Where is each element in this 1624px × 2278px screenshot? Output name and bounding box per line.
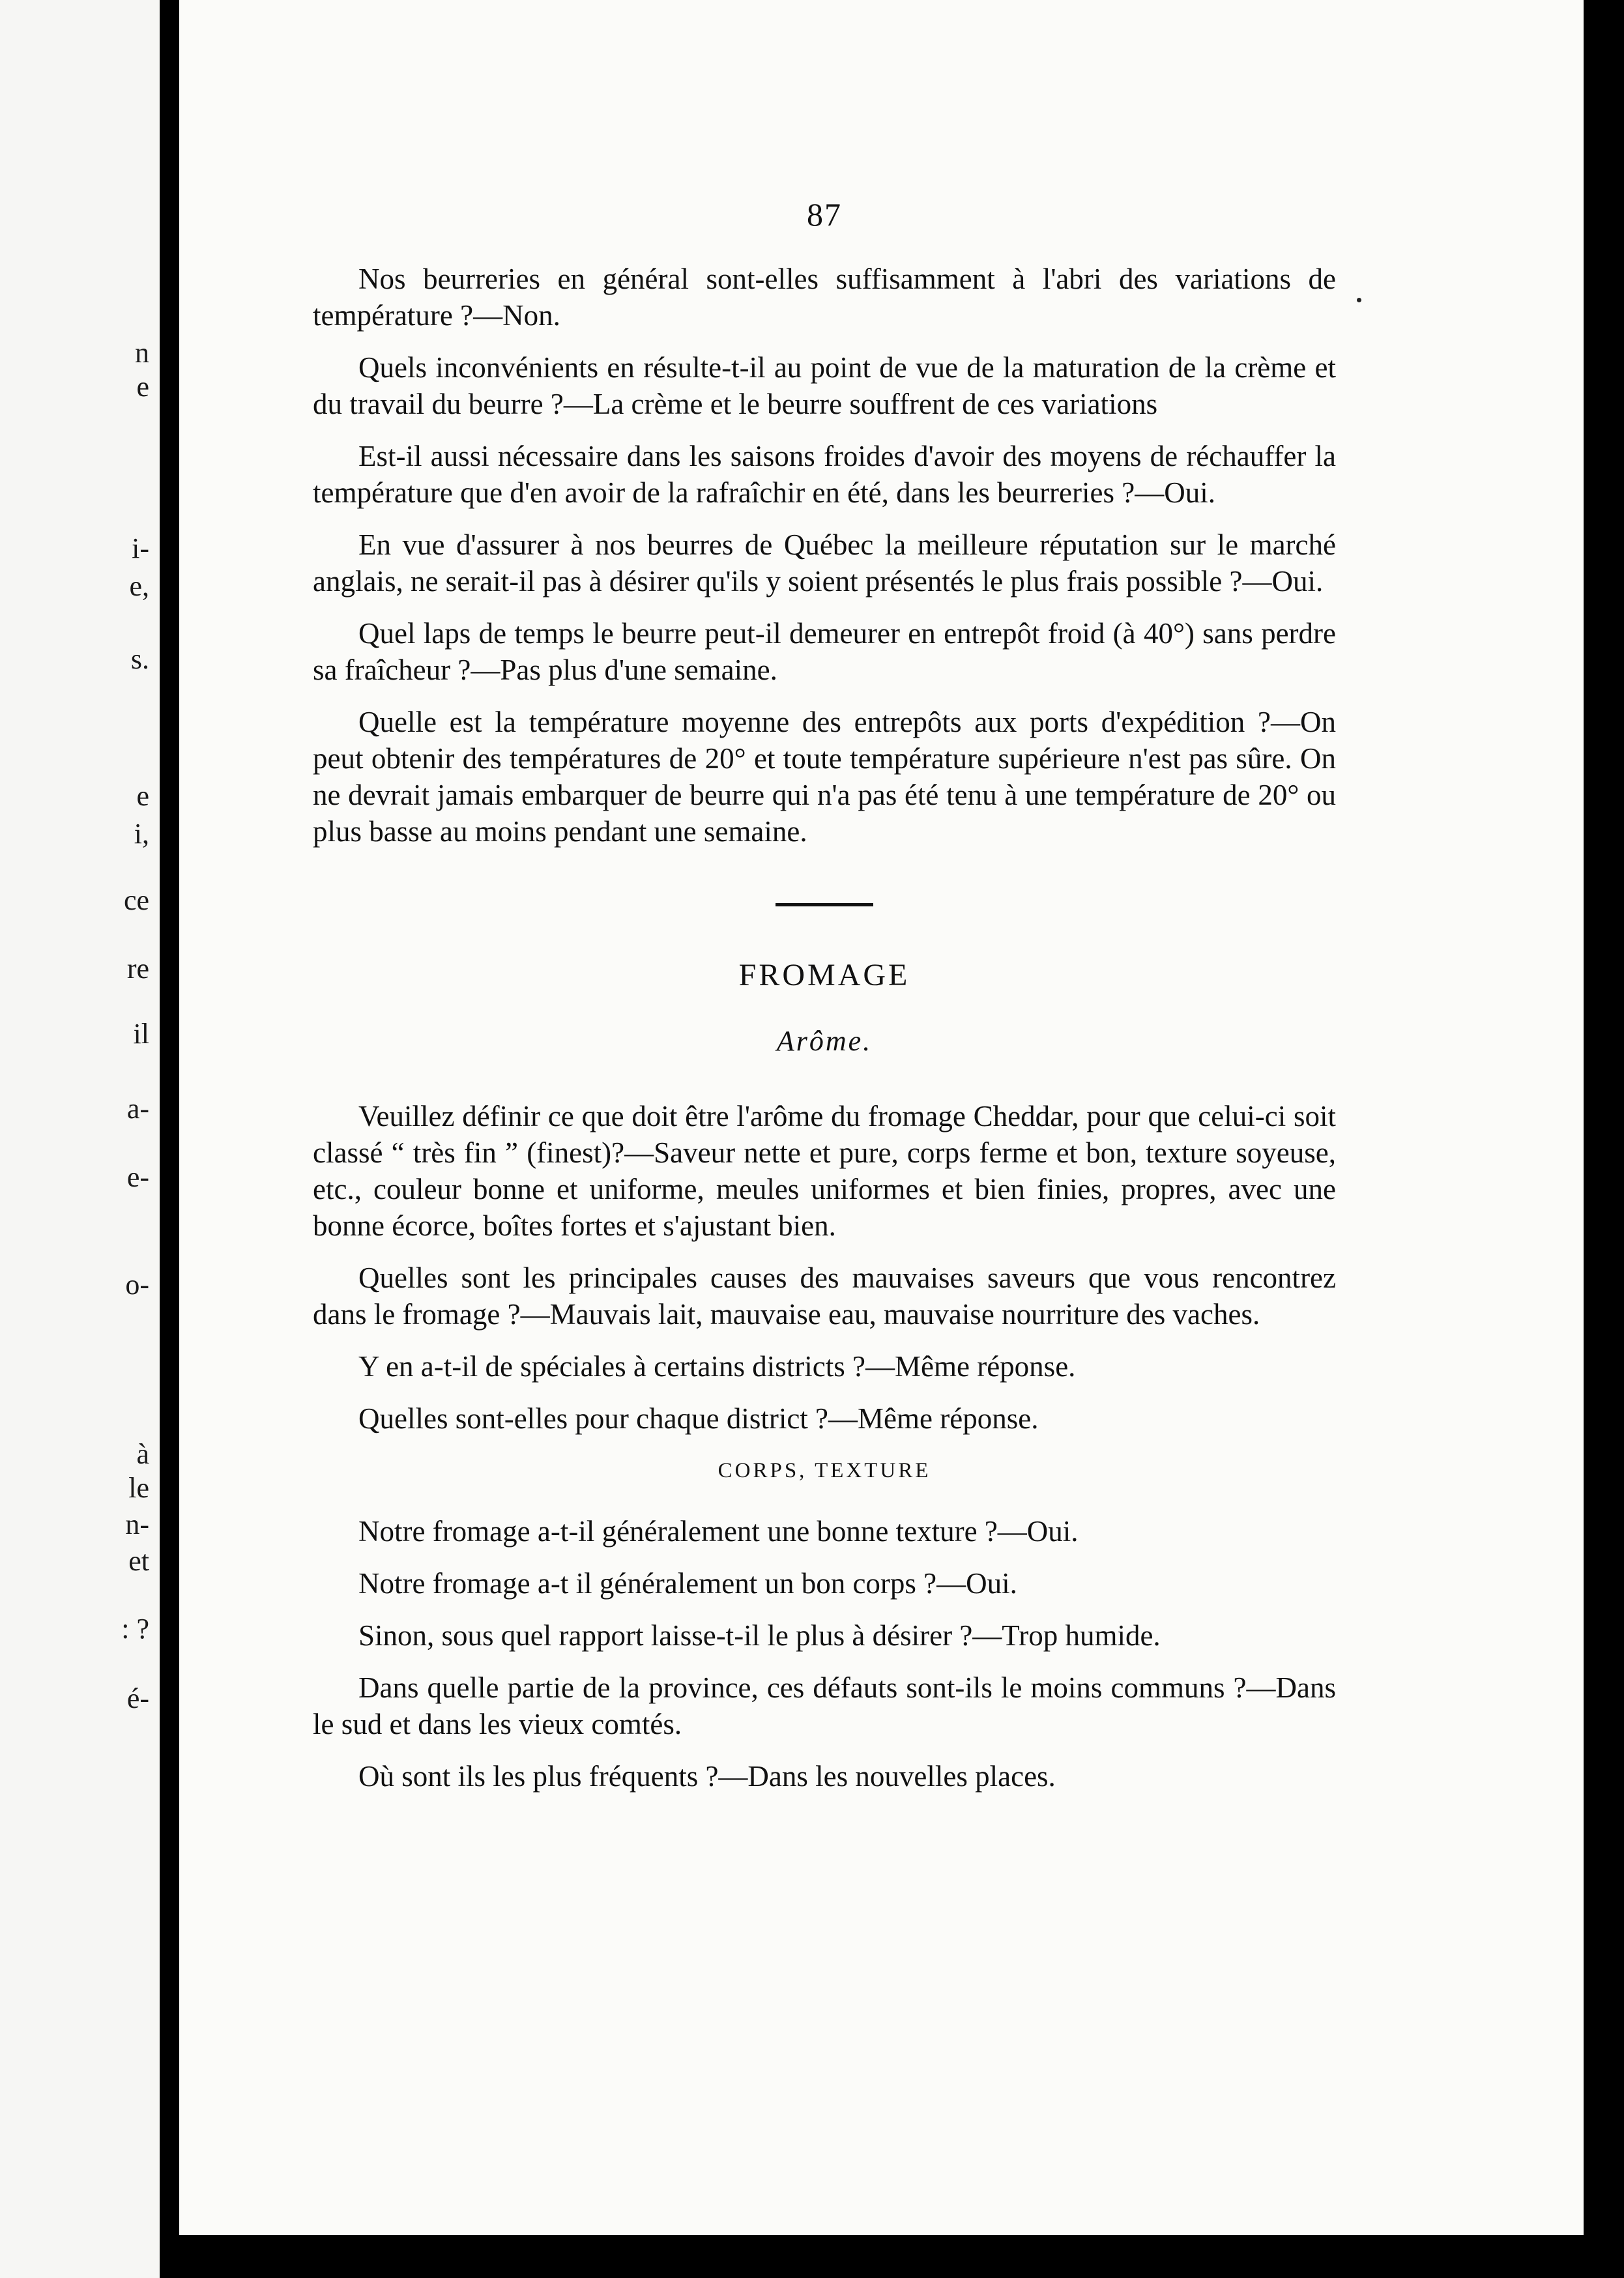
left-fragment: o- xyxy=(125,1269,149,1301)
page-content xyxy=(313,195,1336,1810)
section-subtitle: Arôme. xyxy=(776,1025,873,1057)
paragraph: Veuillez définir ce que doit être l'arôme du fromage Cheddar, pour que celui-ci soit classé “ très fin ” (finest)?—Saveur nette et pure, corps ferme et bon, texture soyeuse, etc., couleur bonne et uniforme, meules uniformes et bien finies, propres, avec une bonne écorce, boîtes fortes et s'ajustant bien. xyxy=(313,1100,1336,1242)
subsection-heading: CORPS, TEXTURE xyxy=(718,1459,931,1482)
paragraph: En vue d'assurer à nos beurres de Québec la meilleure réputation sur le marché anglais, ne serait-il pas à désirer qu'ils y soient présentés le plus frais possible ?—Oui. xyxy=(313,528,1336,598)
paragraph: Notre fromage a-t il généralement un bon corps ?—Oui. xyxy=(358,1567,1017,1600)
page-edge-shadow xyxy=(1584,0,1624,2278)
left-fragment: s. xyxy=(130,643,149,675)
left-fragment: : ? xyxy=(121,1613,149,1645)
paragraph: Dans quelle partie de la province, ces défauts sont-ils le moins communs ?—Dans le sud et dans les vieux comtés. xyxy=(313,1671,1336,1740)
left-fragment: e, xyxy=(129,570,149,602)
page-edge-shadow xyxy=(160,2235,1624,2278)
page-number: 87 xyxy=(807,196,842,233)
left-fragment: et xyxy=(128,1545,149,1577)
paragraph: Sinon, sous quel rapport laisse-t-il le plus à désirer ?—Trop humide. xyxy=(358,1619,1161,1652)
left-fragment: é- xyxy=(126,1682,149,1714)
left-fragment: n xyxy=(135,337,149,369)
previous-page-edge xyxy=(0,0,160,2278)
left-fragment: i- xyxy=(132,532,149,564)
left-fragment: ce xyxy=(123,884,149,916)
left-fragment: il xyxy=(133,1018,149,1050)
paragraph: Où sont ils les plus fréquents ?—Dans les nouvelles places. xyxy=(358,1760,1056,1793)
left-fragment: e- xyxy=(126,1161,149,1193)
paragraph: Y en a-t-il de spéciales à certains districts ?—Même réponse. xyxy=(358,1350,1076,1383)
paragraph: Nos beurreries en général sont-elles suffisamment à l'abri des variations de température ?—Non. xyxy=(313,263,1336,332)
left-fragment: e xyxy=(136,780,149,812)
section-title: FROMAGE xyxy=(738,958,910,992)
paragraph: Quelles sont les principales causes des mauvaises saveurs que vous rencontrez dans le fromage ?—Mauvais lait, mauvaise eau, mauvaise nourriture des vaches. xyxy=(313,1262,1336,1331)
left-fragment: n- xyxy=(125,1508,149,1540)
left-fragment: e xyxy=(136,371,149,403)
paragraph: Quelles sont-elles pour chaque district ?—Même réponse. xyxy=(358,1402,1039,1435)
paragraph: Quelle est la température moyenne des entrepôts aux ports d'expédition ?—On peut obtenir des températures de 20° et toute température supérieure n'est pas sûre. On ne devrait jamais embarquer de beurre qui n'a pas été tenu à une température de 20° ou plus basse au moins pendant une semaine. xyxy=(313,706,1336,848)
paragraph: Quel laps de temps le beurre peut-il demeurer en entrepôt froid (à 40°) sans perdre sa fraîcheur ?—Pas plus d'une semaine. xyxy=(313,617,1336,686)
paragraph: Quels inconvénients en résulte-t-il au point de vue de la maturation de la crème et du travail du beurre ?—La crème et le beurre souffrent de ces variations xyxy=(313,351,1336,420)
left-fragment: à xyxy=(136,1438,149,1470)
paragraph: Est-il aussi nécessaire dans les saisons froides d'avoir des moyens de réchauffer la température que d'en avoir de la rafraîchir en été, dans les beurreries ?—Oui. xyxy=(313,440,1336,509)
left-fragment: a- xyxy=(126,1093,149,1125)
left-fragment: le xyxy=(128,1472,149,1504)
paragraph: Notre fromage a-t-il généralement une bonne texture ?—Oui. xyxy=(358,1515,1079,1548)
margin-mark xyxy=(1357,298,1361,302)
left-fragment: i, xyxy=(134,818,149,850)
left-fragment: re xyxy=(126,953,149,985)
section-divider xyxy=(776,903,873,906)
book-gutter xyxy=(160,0,179,2278)
